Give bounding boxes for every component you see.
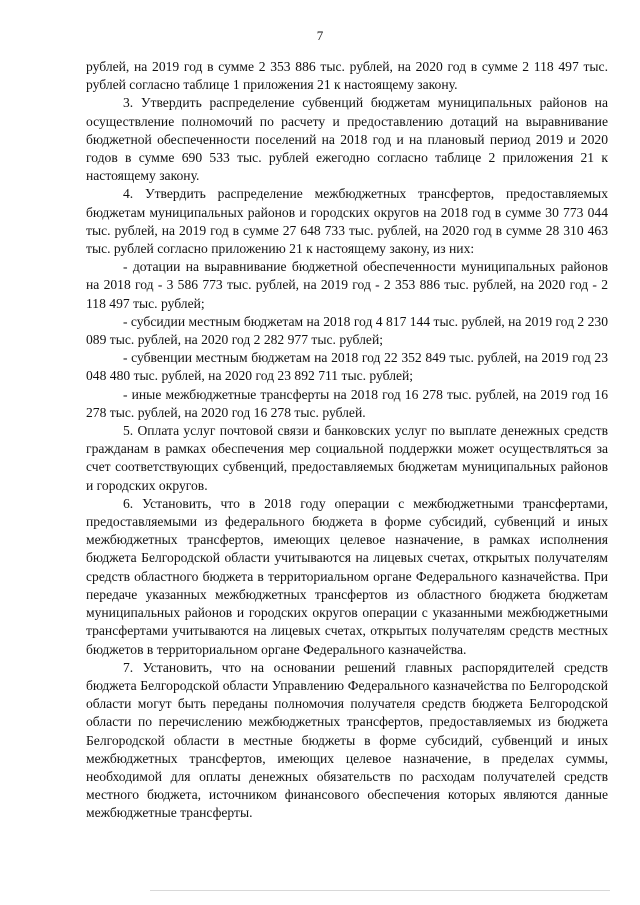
paragraph-4-transfers: 4. Утвердить распределение межбюджетных трансфертов, предоставляемых бюджетам муниципальных районов и городских округов на 2018 год в сумме 30 773 044 тыс. рублей, на 2019 год в сумме 27 648 733 тыс. рублей, на 2020 год в сумме 28 310 463 тыс. рублей согласно приложению 21 к настоящему закону, из них: (86, 186, 608, 257)
paragraph-continuation: рублей, на 2019 год в сумме 2 353 886 тыс. рублей, на 2020 год в сумме 2 118 497 тыс. рублей согласно таблице 1 приложения 21 к настоящему закону. (86, 59, 608, 93)
list-item-other-transfers: - иные межбюджетные трансферты на 2018 год 16 278 тыс. рублей, на 2019 год 16 278 тыс. рублей, на 2020 год 16 278 тыс. рублей. (86, 386, 608, 420)
paragraph-6-operations: 6. Установить, что в 2018 году операции с межбюджетными трансфертами, предоставляемыми из федерального бюджета в форме субсидий, субвенций и иных межбюджетных трансфертов, имеющих целевое назначение, в рамках исполнения бюджета Белгородской области учитываются на лицевых счетах, открытых получателям средств областного бюджета в территориальном органе Федерального казначейства. При передаче указанных межбюджетных трансфертов из областного бюджета бюджетам муниципальных районов и городских округов операции с указанными межбюджетными трансфертами учитываются на лицевых счетах, открытых получателям средств местных бюджетов в территориальном органе Федерального казначейства. (86, 495, 608, 657)
list-item-subsidies: - субсидии местным бюджетам на 2018 год 4 817 144 тыс. рублей, на 2019 год 2 230 089 тыс. рублей, на 2020 год 2 282 977 тыс. рублей; (86, 313, 608, 348)
scan-edge-line (150, 890, 610, 891)
list-item-subventions: - субвенции местным бюджетам на 2018 год 22 352 849 тыс. рублей, на 2019 год 23 048 480 тыс. рублей, на 2020 год 23 892 711 тыс. рублей; (86, 350, 608, 384)
page-number: 7 (316, 28, 324, 43)
paragraph-7-powers: 7. Установить, что на основании решений главных распорядителей средств бюджета Белгородской области Управлению Федерального казначейства по Белгородской области могут быть переданы полномочия получателя средств бюджета Белгородской области по перечислению межбюджетных трансфертов, предоставляемых из бюджета Белгородской области в местные бюджеты в форме субсидий, субвенций и иных межбюджетных трансфертов, имеющих целевое назначение, в пределах суммы, необходимой для оплаты денежных обязательств по расходам получателей средств местного бюджета, источником финансового обеспечения которых являются данные межбюджетные трансферты. (86, 659, 608, 821)
document-body (86, 58, 608, 823)
paragraph-5-postal-services: 5. Оплата услуг почтовой связи и банковских услуг по выплате денежных средств гражданам в рамках обеспечения мер социальной поддержки может осуществляться за счет соответствующих субвенций, предоставляемых бюджетам муниципальных районов и городских округов. (86, 423, 608, 493)
list-item-dotations: - дотации на выравнивание бюджетной обеспеченности муниципальных районов на 2018 год - 3 586 773 тыс. рублей, на 2019 год - 2 353 886 тыс. рублей, на 2020 год - 2 118 497 тыс. рублей; (86, 259, 608, 311)
paragraph-3-subventions: 3. Утвердить распределение субвенций бюджетам муниципальных районов на осуществление полномочий по расчету и предоставлению дотаций на выравнивание бюджетной обеспеченности поселений на 2018 год и на плановый период 2019 и 2020 годов в сумме 690 533 тыс. рублей ежегодно согласно таблице 2 приложения 21 к настоящему закону. (86, 95, 608, 184)
